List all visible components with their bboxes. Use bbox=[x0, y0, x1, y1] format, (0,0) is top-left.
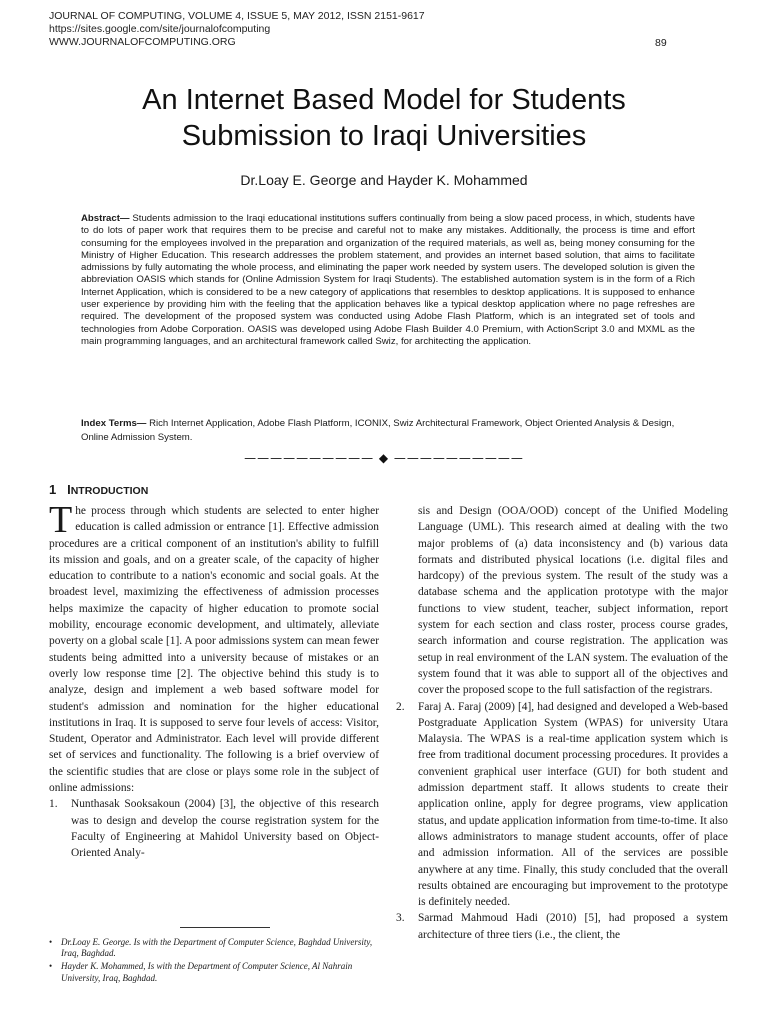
right-column bbox=[396, 503, 728, 943]
abstract-label: Abstract— bbox=[81, 213, 130, 224]
index-terms bbox=[81, 417, 695, 445]
section-number: 1 bbox=[49, 482, 57, 497]
intro-text: he process through which students are selected to enter higher education is called admission or entrance [1]. Effective admission procedures are a critical component of an institution's ability to fulfill its mission and goals, and on a greater scale, of the capacity of higher education to contribute to a nation's economic and social goals. At the broadest level, maximizing the effectiveness of admission processes helps maximize the capacity of higher education to promote social mobility, encourage economic development, and ultimately, alleviate poverty on a global scale [1]. A poor admissions system can mean fewer students being admitted into a university because of mistakes or an overly low response time [2]. The objective behind this study is to analyze, design and implement a web based software model for student's admission and nomination for the higher educational institutions in Iraq. It is supposed to serve four levels of access: Visitor, Student, Operator and Administrator. Each level will provide different set of services and functionality. The following is a brief overview of the scientific studies that are close or plays some role in the subject of online admissions: bbox=[49, 505, 379, 795]
footnote: • Hayder K. Mohammed, Is with the Department of Computer Science, Al Nahrain University, Iraq, Baghdad. bbox=[49, 961, 379, 983]
authors: Dr.Loay E. George and Hayder K. Mohammed bbox=[240, 172, 528, 188]
list-text: Faraj A. Faraj (2009) [4], had designed and developed a Web-based Postgraduate Application System (WPAS) for university Utara Malaysia. The WPAS is a real-time application system which is free from traditional document processing procedures. It provides a convenient graphical user interface (GUI) for both student and admission department staff. It allows students to create their application online, apply for degree programs, view application status, and update application information from time-to-time. It also allows administrators to manage student accounts, offer of place and admission information. All of the services are possible anywhere at any time. Finally, this study concluded that the overall results obtained are encouraging but improvement to the prototype is definitely needed. bbox=[418, 700, 728, 909]
left-column bbox=[49, 499, 379, 862]
intro-paragraph bbox=[49, 499, 379, 796]
footnote-text: Dr.Loay E. George. Is with the Department of Computer Science, Baghdad University, Iraq, Baghdad. bbox=[61, 937, 373, 959]
title-line-2: Submission to Iraqi Universities bbox=[181, 120, 587, 152]
footnote: • Dr.Loay E. George. Is with the Department of Computer Science, Baghdad University, Iraq, Baghdad. bbox=[49, 937, 379, 959]
abstract-text: Students admission to the Iraqi educational institutions suffers continually from being a slow paced process, in which, students have to do lots of paper work that requires them to be precise and careful not to make any mistakes. Additionally, the process is time and effort consuming for the employees involved in the preparation and organization of the required materials, as well as, being money consuming for the Ministry of Higher Education. This research addresses the problem statement, and provides an internet based solution, that aims to facilitate admissions by fully automating the whole process, and eliminating the paper work needed by system users. The developed solution is given the abbreviation OASIS which stands for (Online Admission System for Iraqi Students). The established automation system is in the form of a Rich Internet Application, which is considered to be a new category of applications that resembles to desktop applications. It is supposed to enhance user experience by providing him with the feeling that the application behaves like a typical desktop application where no page refreshes are required. The development of the proposed system was conducted using Adobe Flash Platform, which is an integrated set of tools and technologies from Adobe Corporation. OASIS was developed using Adobe Flash Builder 4.0 Premium, with ActionScript 3.0 and MXML as the main programming languages, and an architectural framework called Swiz, for architecting the application. bbox=[81, 213, 695, 347]
section-heading bbox=[49, 482, 148, 497]
paper-title bbox=[0, 82, 768, 154]
list-text: Nunthasak Sooksakoun (2004) [3], the objective of this research was to design and develop the course registration system for the Faculty of Engineering at Mahidol University based on Object-Oriented Analy- bbox=[71, 798, 379, 860]
list-number: 3. bbox=[396, 912, 405, 925]
page-number: 89 bbox=[655, 37, 667, 49]
list-number: 1. bbox=[49, 798, 58, 811]
index-terms-label: Index Terms— bbox=[81, 418, 147, 429]
list-item bbox=[396, 910, 728, 943]
footnote-text: Hayder K. Mohammed, Is with the Department of Computer Science, Al Nahrain University, Iraq, Baghdad. bbox=[61, 961, 353, 983]
journal-line: JOURNAL OF COMPUTING, VOLUME 4, ISSUE 5, MAY 2012, ISSN 2151-9617 bbox=[49, 10, 425, 22]
section-separator: —————————— ◆ —————————— bbox=[244, 451, 524, 465]
drop-cap: T bbox=[49, 499, 73, 541]
list-text: sis and Design (OOA/OOD) concept of the Unified Modeling Language (UML). This research aimed at dealing with the two major problems of (a) data inconsistency and (b) various data formats and distributed physical locations (i.e. digital files and hardcopy) of the previous system. The result of the study was a database schema and the application prototype with the major functions to view student, teacher, subject information, report system for each section and class roster, process course grades, search information and course registration. The application was setup in real environment of the LAN system. The evaluation of the system found that it was able to support all of the objectives and cover the proposed scope to the full satisfaction of the registrars. bbox=[418, 505, 728, 697]
section-title-initial: I bbox=[67, 482, 71, 497]
footnotes bbox=[49, 937, 379, 986]
list-item-continued bbox=[396, 503, 728, 699]
footnote-rule bbox=[180, 927, 270, 928]
journal-site: WWW.JOURNALOFCOMPUTING.ORG bbox=[49, 36, 236, 48]
journal-url: https://sites.google.com/site/journalofcomputing bbox=[49, 23, 271, 35]
section-title-rest: NTRODUCTION bbox=[70, 485, 149, 497]
abstract bbox=[81, 213, 695, 348]
index-terms-text: Rich Internet Application, Adobe Flash Platform, ICONIX, Swiz Architectural Framework, Object Oriented Analysis & Design, Online Admission System. bbox=[81, 418, 675, 443]
list-number: 2. bbox=[396, 700, 405, 713]
running-header bbox=[49, 10, 729, 49]
list-text: Sarmad Mahmoud Hadi (2010) [5], had proposed a system architecture of three tiers (i.e., the client, the bbox=[418, 912, 728, 941]
list-item bbox=[396, 699, 728, 911]
list-item bbox=[49, 796, 379, 861]
title-line-1: An Internet Based Model for Students bbox=[142, 84, 626, 116]
